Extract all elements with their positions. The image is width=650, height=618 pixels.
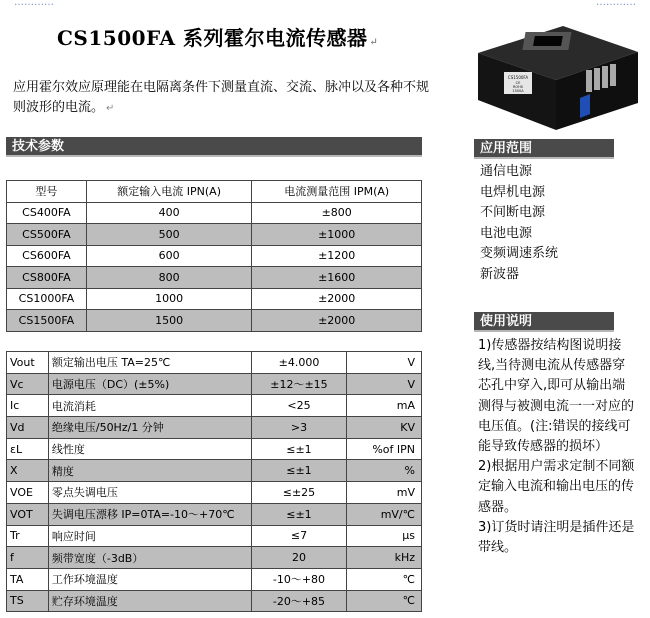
cell-unit: ℃ bbox=[347, 568, 422, 590]
cell-value: ≤±1 bbox=[251, 503, 347, 525]
table-row bbox=[7, 310, 422, 332]
section-tech-params: 技术参数 bbox=[6, 137, 422, 157]
table-row bbox=[7, 224, 422, 246]
cell-value: -10～+80 bbox=[251, 568, 347, 590]
cell-symbol: Tr bbox=[7, 525, 49, 547]
table-row bbox=[7, 438, 422, 460]
cell-symbol: VOE bbox=[7, 482, 49, 504]
table-row bbox=[7, 245, 422, 267]
cell-model: CS400FA bbox=[7, 202, 87, 224]
cell-ipn: 500 bbox=[86, 224, 252, 246]
cell-model: CS600FA bbox=[7, 245, 87, 267]
cell-unit: % bbox=[347, 460, 422, 482]
cell-ipn: 1500 bbox=[86, 310, 252, 332]
table-row bbox=[7, 417, 422, 439]
table-row bbox=[7, 395, 422, 417]
cell-param: 绝缘电压/50Hz/1 分钟 bbox=[48, 417, 251, 439]
cell-value: ≤7 bbox=[251, 525, 347, 547]
cell-value: 20 bbox=[251, 547, 347, 569]
intro-paragraph: 应用霍尔效应原理能在电隔离条件下测量直流、交流、脉冲以及各种不规则波形的电流。 ↵ bbox=[13, 80, 430, 115]
table-row bbox=[7, 267, 422, 289]
col-header-rated-current: 额定输入电流 IPN(A) bbox=[86, 181, 252, 203]
cell-ipn: 1000 bbox=[86, 288, 252, 310]
spec-table bbox=[6, 351, 422, 612]
cell-value: ±12～±15 bbox=[251, 373, 347, 395]
table-row bbox=[7, 460, 422, 482]
cell-param: 贮存环境温度 bbox=[48, 590, 251, 612]
table-row bbox=[7, 547, 422, 569]
product-photo bbox=[468, 18, 646, 136]
table-row bbox=[7, 482, 422, 504]
model-table bbox=[6, 180, 422, 332]
product-label-model: CS1500FA bbox=[507, 75, 529, 80]
cell-param: 精度 bbox=[48, 460, 251, 482]
cell-param: 电源电压（DC）(±5%) bbox=[48, 373, 251, 395]
cell-value: ±4.000 bbox=[251, 352, 347, 374]
table-row bbox=[7, 525, 422, 547]
table-row bbox=[7, 373, 422, 395]
cell-param: 电流消耗 bbox=[48, 395, 251, 417]
cell-model: CS500FA bbox=[7, 224, 87, 246]
cell-ipm: ±2000 bbox=[252, 310, 422, 332]
cell-symbol: Vd bbox=[7, 417, 49, 439]
table-header-row bbox=[7, 181, 422, 203]
cell-param: 额定输出电压 TA=25℃ bbox=[48, 352, 251, 374]
usage-note: 1)传感器按结构图说明接线,当待测电流从传感器穿芯孔中穿入,即可从输出端测得与被测电流一一对应的电压值。(注:错误的接线可能导致传感器的损坏） bbox=[478, 338, 635, 455]
cell-ipm: ±1200 bbox=[252, 245, 422, 267]
list-item: 通信电源 bbox=[480, 164, 533, 179]
list-item: 新波器 bbox=[480, 266, 520, 282]
cell-unit: ℃ bbox=[347, 590, 422, 612]
cell-value: ≤±1 bbox=[251, 460, 347, 482]
cell-symbol: Ic bbox=[7, 395, 49, 417]
list-item: 变频调速系统 bbox=[480, 246, 559, 262]
cell-unit: μs bbox=[347, 525, 422, 547]
table-row bbox=[7, 568, 422, 590]
cell-symbol: εL bbox=[7, 438, 49, 460]
table-row bbox=[7, 590, 422, 612]
list-item: 电焊机电源 bbox=[480, 184, 546, 200]
cell-param: 响应时间 bbox=[48, 525, 251, 547]
cell-symbol: VOT bbox=[7, 503, 49, 525]
col-header-range: 电流测量范围 IPM(A) bbox=[252, 181, 422, 203]
product-label-rohs: ROHS bbox=[512, 85, 524, 89]
cell-ipn: 600 bbox=[86, 245, 252, 267]
cell-ipm: ±1600 bbox=[252, 267, 422, 289]
cell-ipm: ±800 bbox=[252, 202, 422, 224]
cell-param: 频带宽度（-3dB） bbox=[48, 547, 251, 569]
cell-value: ≤±25 bbox=[251, 482, 347, 504]
cell-symbol: TS bbox=[7, 590, 49, 612]
applications-list bbox=[480, 162, 558, 286]
cell-ipn: 800 bbox=[86, 267, 252, 289]
cell-unit: mA bbox=[347, 395, 422, 417]
cell-unit: KV bbox=[347, 417, 422, 439]
cell-ipm: ±1000 bbox=[252, 224, 422, 246]
cell-symbol: X bbox=[7, 460, 49, 482]
section-usage: 使用说明 bbox=[474, 312, 614, 332]
list-item: 电池电源 bbox=[480, 225, 533, 241]
cell-param: 零点失调电压 bbox=[48, 482, 251, 504]
page-title: CS1500FA 系列霍尔电流传感器 ↵ bbox=[57, 26, 379, 50]
cell-param: 工作环境温度 bbox=[48, 568, 251, 590]
cell-model: CS1500FA bbox=[7, 310, 87, 332]
list-item: 不间断电源 bbox=[480, 205, 546, 221]
table-row bbox=[7, 352, 422, 374]
cell-symbol: Vout bbox=[7, 352, 49, 374]
cell-unit: mV/℃ bbox=[347, 503, 422, 525]
usage-notes bbox=[478, 336, 638, 558]
cell-param: 线性度 bbox=[48, 438, 251, 460]
cell-unit: %of IPN bbox=[347, 438, 422, 460]
cell-ipn: 400 bbox=[86, 202, 252, 224]
product-label-rating: 1500A bbox=[512, 89, 524, 93]
cell-param: 失调电压漂移 IP=0TA=-10～+70℃ bbox=[48, 503, 251, 525]
section-applications: 应用范围 bbox=[474, 139, 614, 159]
cell-unit: mV bbox=[347, 482, 422, 504]
cell-symbol: Vc bbox=[7, 373, 49, 395]
table-row bbox=[7, 503, 422, 525]
cell-unit: V bbox=[347, 373, 422, 395]
table-row bbox=[7, 202, 422, 224]
product-label-ce: CE bbox=[515, 81, 521, 85]
cell-model: CS800FA bbox=[7, 267, 87, 289]
cell-value: -20～+85 bbox=[251, 590, 347, 612]
cell-value: ≤±1 bbox=[251, 438, 347, 460]
cell-ipm: ±2000 bbox=[252, 288, 422, 310]
usage-note: 3)订货时请注明是插件还是带线。 bbox=[478, 519, 635, 556]
cell-symbol: TA bbox=[7, 568, 49, 590]
cell-value: >3 bbox=[251, 417, 347, 439]
usage-note: 2)根据用户需求定制不同额定输入电流和输出电压的传感器。 bbox=[478, 459, 635, 515]
cell-unit: kHz bbox=[347, 547, 422, 569]
cell-symbol: f bbox=[7, 547, 49, 569]
table-row bbox=[7, 288, 422, 310]
top-fragment-left: ………… bbox=[14, 0, 54, 8]
col-header-model: 型号 bbox=[7, 181, 87, 203]
top-fragment-right: ………… bbox=[596, 0, 636, 8]
cell-unit: V bbox=[347, 352, 422, 374]
cell-value: <25 bbox=[251, 395, 347, 417]
cell-model: CS1000FA bbox=[7, 288, 87, 310]
